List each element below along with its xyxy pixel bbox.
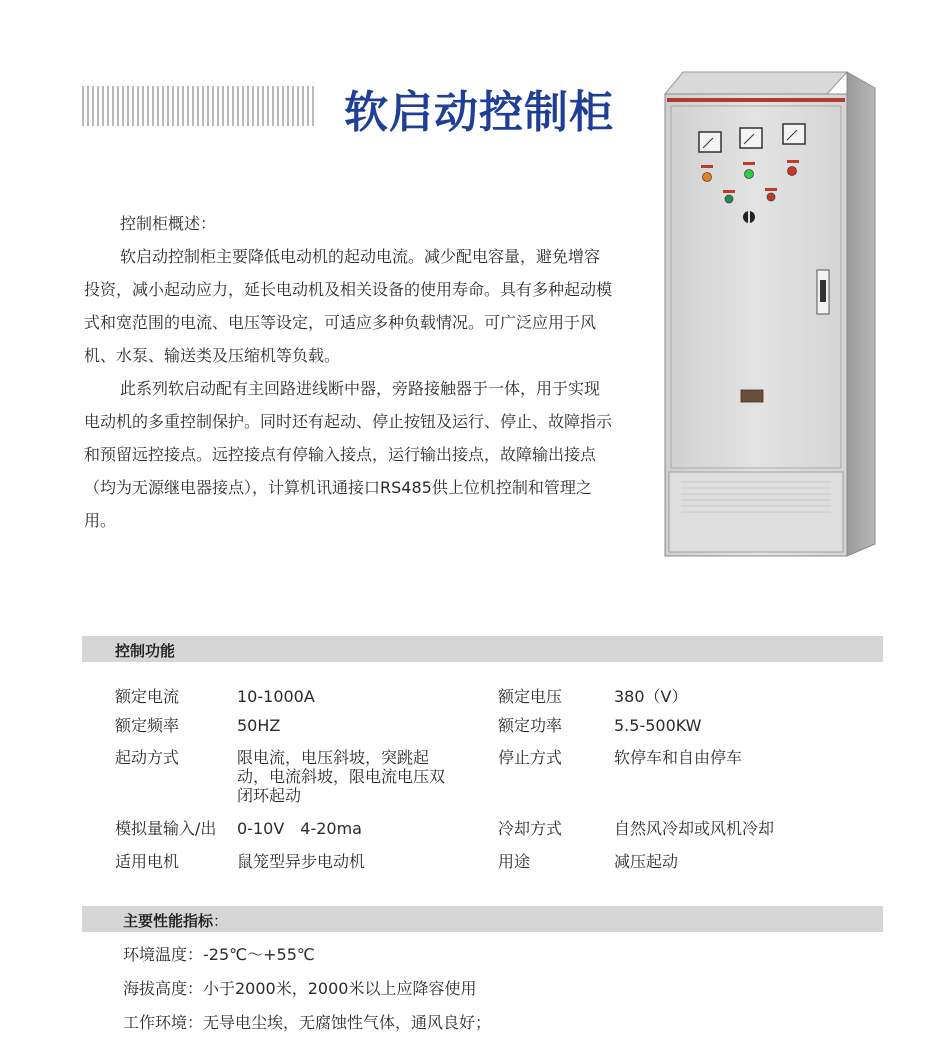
spec-label: 停止方式 [498, 748, 563, 767]
performance-title-text: 主要性能指标 [123, 912, 214, 930]
spec-label: 适用电机 [115, 852, 180, 871]
performance-title [123, 910, 228, 931]
spec-value: 减压起动 [614, 852, 679, 871]
control-functions-title: 控制功能 [115, 642, 176, 660]
spec-value: 5.5-500KW [614, 716, 702, 735]
page-title: 软启动控制柜 [344, 87, 614, 138]
spec-value: 0-10V 4-20ma [237, 819, 362, 838]
spec-label: 模拟量输入/出 [115, 819, 217, 838]
overview-heading: 控制柜概述： [120, 214, 217, 233]
spec-value: 鼠笼型异步电动机 [237, 852, 366, 871]
cabinet-image [661, 70, 887, 560]
spec-value: 380（V） [614, 687, 688, 706]
performance-item: 海拔高度：小于2000米，2000米以上应降容使用 [123, 979, 477, 998]
decorative-stripes [82, 86, 314, 126]
spec-label: 额定电流 [115, 687, 180, 706]
performance-title-colon: ： [213, 912, 229, 930]
spec-value: 自然风冷却或风机冷却 [614, 819, 775, 838]
spec-label: 额定频率 [115, 716, 180, 735]
overview-section [84, 207, 614, 537]
performance-item: 环境温度：-25℃～+55℃ [123, 945, 315, 964]
control-functions-bar [82, 636, 883, 662]
spec-label: 冷却方式 [498, 819, 563, 838]
spec-label: 起动方式 [115, 748, 180, 767]
spec-value: 10-1000A [237, 687, 315, 706]
overview-paragraph-1: 软启动控制柜主要降低电动机的起动电流。减少配电容量，避免增容投资，减小起动应力，延长电动机及相关设备的使用寿命。具有多种起动模式和宽范围的电流、电压等设定，可适应多种负载情况。可广泛应用于风机、水泵、输送类及压缩机等负载。 [84, 247, 613, 365]
overview-paragraph-2: 此系列软启动配有主回路进线断中器，旁路接触器于一体，用于实现电动机的多重控制保护。同时还有起动、停止按钮及运行、停止、故障指示和预留远控接点。远控接点有停输入接点，运行输出接点，故障输出接点（均为无源继电器接点），计算机讯通接口RS485供上位机控制和管理之用。 [84, 379, 613, 530]
spec-value: 50HZ [237, 716, 281, 735]
spec-label: 额定功率 [498, 716, 563, 735]
spec-value: 限电流，电压斜坡，突跳起动，电流斜坡，限电流电压双闭环起动 [237, 748, 446, 805]
spec-label: 用途 [498, 852, 531, 871]
spec-label: 额定电压 [498, 687, 563, 706]
spec-value: 软停车和自由停车 [614, 748, 743, 767]
performance-item: 工作环境：无导电尘埃，无腐蚀性气体，通风良好； [123, 1013, 492, 1032]
